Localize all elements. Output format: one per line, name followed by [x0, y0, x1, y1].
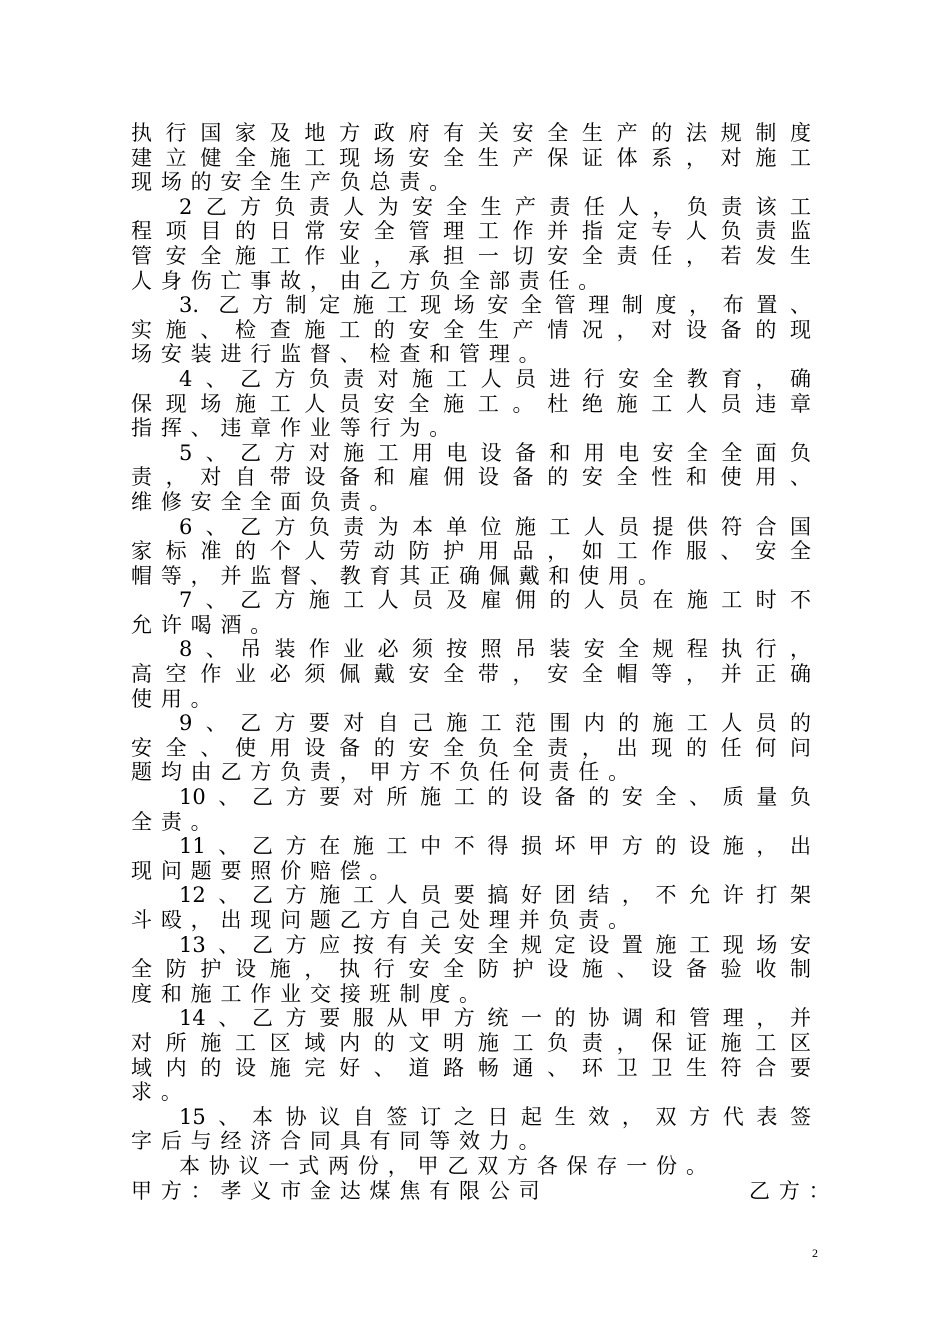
paragraph-10 [131, 785, 811, 834]
text-line: 8、吊装作业必须按照吊装安全规程执行， [179, 637, 811, 662]
paragraph-6 [131, 515, 811, 589]
text-line: 斗殴，出现问题乙方自己处理并负责。 [131, 908, 638, 932]
paragraph-11 [131, 834, 811, 883]
page-number: 2 [812, 1246, 818, 1260]
text-line: 全防护设施，执行安全防护设施、设备验收制 [131, 957, 811, 982]
text-line: 执行国家及地方政府有关安全生产的法规制度 [131, 121, 811, 145]
text-line: 求。 [131, 1080, 191, 1105]
text-line: 实施、检查施工的安全生产情况，对设备的现 [131, 317, 811, 342]
text-line: 全责。 [131, 809, 221, 834]
paragraph-15 [131, 1105, 811, 1154]
text-line: 2乙方负责人为安全生产责任人，负责该工 [179, 194, 811, 219]
text-line: 允许喝酒。 [131, 612, 281, 637]
text-line: 管安全施工作业，承担一切安全责任，若发生 [131, 243, 811, 268]
text-line: 责，对自带设备和雇佣设备的安全性和使用、 [131, 465, 811, 490]
paragraph-16 [131, 1154, 811, 1179]
agreement-body [131, 121, 839, 1203]
paragraph-8 [131, 637, 811, 711]
text-line: 3. 乙方制定施工现场安全管理制度，布置、 [179, 293, 811, 318]
paragraph-9 [131, 711, 811, 785]
text-line: 安全、使用设备的安全负全责，出现的任何问 [131, 735, 811, 760]
paragraph-7 [131, 588, 811, 637]
text-line: 场安装进行监督、检查和管理。 [131, 342, 549, 367]
text-line: 家标准的个人劳动防护用品，如工作服、安全 [131, 539, 811, 564]
text-line: 6、乙方负责为本单位施工人员提供符合国 [179, 514, 811, 539]
party-a-signature: 甲方：孝义市金达煤焦有限公司 [131, 1178, 549, 1203]
text-line: 12、乙方施工人员要搞好团结，不允许打架 [179, 883, 811, 908]
text-line: 程项目的日常安全管理工作并指定专人负责监 [131, 219, 811, 244]
text-line: 建立健全施工现场安全生产保证体系，对施工 [131, 145, 811, 170]
text-line: 域内的设施完好、道路畅通、环卫卫生符合要 [131, 1055, 811, 1080]
text-line: 11、乙方在施工中不得损坏甲方的设施，出 [179, 834, 811, 859]
text-line: 5、乙方对施工用电设备和用电安全全面负 [179, 440, 811, 465]
text-line: 14、乙方要服从甲方统一的协调和管理，并 [179, 1006, 811, 1031]
party-b-signature: 乙方： [749, 1178, 839, 1203]
text-line: 本协议一式两份，甲乙双方各保存一份。 [179, 1153, 716, 1178]
text-line: 对所施工区域内的文明施工负责，保证施工区 [131, 1030, 811, 1055]
text-line: 4、乙方负责对施工人员进行安全教育，确 [179, 366, 811, 391]
text-line: 13、乙方应按有关安全规定设置施工现场安 [179, 932, 811, 957]
text-line: 15、本协议自签订之日起生效，双方代表签 [179, 1104, 811, 1129]
text-line: 维修安全全面负责。 [131, 489, 400, 514]
signature-line [131, 1178, 839, 1204]
text-line: 度和施工作业交接班制度。 [131, 981, 489, 1006]
text-line: 使用。 [131, 686, 221, 711]
text-line: 人身伤亡事故，由乙方负全部责任。 [131, 268, 609, 293]
text-line: 高空作业必须佩戴安全带，安全帽等，并正确 [131, 662, 811, 687]
text-line: 9、乙方要对自己施工范围内的施工人员的 [179, 711, 811, 736]
text-line: 现问题要照价赔偿。 [131, 858, 400, 883]
paragraph-14 [131, 1006, 811, 1104]
text-line: 帽等，并监督、教育其正确佩戴和使用。 [131, 563, 668, 588]
paragraph-4 [131, 367, 811, 441]
text-line: 指挥、违章作业等行为。 [131, 416, 460, 441]
paragraph-1 [131, 121, 811, 195]
text-line: 10、乙方要对所施工的设备的安全、质量负 [179, 785, 811, 810]
text-line: 现场的安全生产负总责。 [131, 170, 460, 195]
paragraph-2 [131, 195, 811, 293]
text-line: 字后与经济合同具有同等效力。 [131, 1129, 549, 1154]
paragraph-3 [131, 293, 811, 367]
text-line: 7、乙方施工人员及雇佣的人员在施工时不 [179, 588, 811, 613]
paragraph-12 [131, 883, 811, 932]
paragraph-5 [131, 441, 811, 515]
text-line: 保现场施工人员安全施工。杜绝施工人员违章 [131, 391, 811, 416]
text-line: 题均由乙方负责，甲方不负任何责任。 [131, 760, 638, 785]
paragraph-13 [131, 933, 811, 1007]
